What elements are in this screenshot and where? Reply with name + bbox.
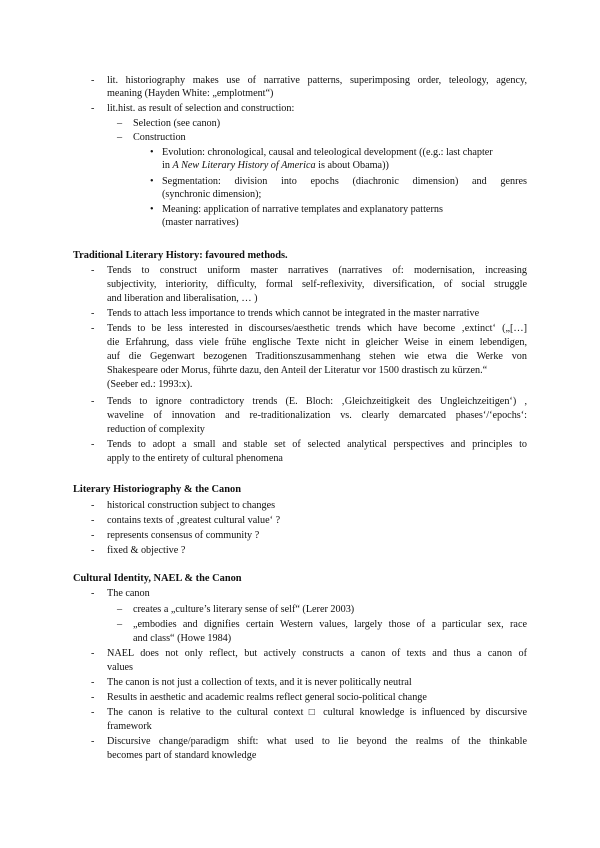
list-item-text: Discursive change/paradigm shift: what used to lie beyond the realms of the thinkable	[107, 736, 527, 747]
list-bullet-endash: –	[117, 132, 123, 143]
list-bullet-dash: -	[91, 707, 95, 718]
section-heading: Cultural Identity, NAEL & the Canon	[73, 573, 242, 584]
list-item-text: Tends to attach less importance to trends which cannot be integrated in the master narrative	[107, 308, 480, 319]
list-item-text: The canon	[107, 588, 150, 599]
list-item-text: creates a „culture’s literary sense of self“ (Lerer 2003)	[133, 604, 355, 615]
list-item-text: Meaning: application of narrative templates and explanatory patterns	[162, 204, 443, 215]
list-item-text: lit.hist. as result of selection and construction:	[107, 103, 295, 114]
list-item-text: and class“ (Howe 1984)	[133, 633, 232, 644]
list-bullet-dash: -	[91, 308, 95, 319]
list-bullet-dash: -	[91, 545, 95, 556]
section-heading: Traditional Literary History: favoured methods.	[73, 250, 288, 261]
list-bullet-dot: •	[150, 147, 154, 158]
text-run: in	[162, 160, 173, 171]
list-bullet-dot: •	[150, 204, 154, 215]
list-item-text: Results in aesthetic and academic realms reflect general socio-political change	[107, 692, 427, 703]
list-item-text: Tends to ignore contradictory trends (E. Bloch: ‚Gleichzeitigkeit des Ungleichzeitigen‘) ,	[107, 396, 527, 407]
list-item-text: Tends to be less interested in discourses/aesthetic trends which have become ‚extinct‘ („[…]	[107, 323, 527, 334]
list-item-text: Shakespeare oder Morus, führte dazu, den Anteil der Literatur vor 1500 drastisch zu kürzen.“	[107, 365, 488, 376]
list-item-text: Tends to adopt a small and stable set of selected analytical perspectives and principles to	[107, 439, 527, 450]
list-item-text: becomes part of standard knowledge	[107, 750, 257, 761]
list-bullet-dash: -	[91, 75, 95, 86]
list-item-text: represents consensus of community ?	[107, 530, 260, 541]
text-run: is about Obama))	[315, 160, 389, 171]
list-bullet-dash: -	[91, 439, 95, 450]
list-item-text: Construction	[133, 132, 186, 143]
list-item-text: meaning (Hayden White: „emplotment“)	[107, 88, 274, 99]
list-item-text: reduction of complexity	[107, 424, 205, 435]
list-bullet-endash: –	[117, 619, 123, 630]
list-item-text: Tends to construct uniform master narratives (narratives of: modernisation, increasing	[107, 265, 527, 276]
list-item-text: values	[107, 662, 134, 673]
list-bullet-dash: -	[91, 323, 95, 334]
list-bullet-endash: –	[117, 604, 123, 615]
list-item-text: Segmentation: division into epochs (diachronic dimension) and genres	[162, 176, 527, 187]
list-item-text	[162, 159, 389, 172]
list-item-text: die Erfahrung, dass viele frühe englische Texte nicht in gleicher Weise in einem lebendigen,	[107, 337, 527, 348]
list-item-text: waveline of innovation and re-traditionalization vs. clearly demarcated phases‘/‘epochs‘:	[107, 410, 527, 421]
list-item-text: fixed & objective ?	[107, 545, 186, 556]
list-bullet-dot: •	[150, 176, 154, 187]
list-item-text: The canon is relative to the cultural context □ cultural knowledge is influenced by discursive	[107, 707, 527, 718]
list-bullet-dash: -	[91, 692, 95, 703]
list-bullet-dash: -	[91, 736, 95, 747]
book-title: A New Literary History of America	[172, 160, 316, 171]
list-item-text: apply to the entirety of cultural phenomena	[107, 453, 283, 464]
list-bullet-endash: –	[117, 118, 123, 129]
list-item-text: lit. historiography makes use of narrative patterns, superimposing order, teleology, agency,	[107, 75, 527, 86]
list-item-text: subjectivity, interiority, difficulty, formal self-reflexivity, diversification, of social struggle	[107, 279, 527, 290]
list-item-text: (synchronic dimension);	[162, 189, 262, 200]
list-item-text: and liberation and liberalisation, … )	[107, 293, 258, 304]
list-bullet-dash: -	[91, 677, 95, 688]
list-item-text: historical construction subject to changes	[107, 500, 276, 511]
list-bullet-dash: -	[91, 588, 95, 599]
list-bullet-dash: -	[91, 500, 95, 511]
list-bullet-dash: -	[91, 396, 95, 407]
list-item-text: framework	[107, 721, 152, 732]
list-item-text: (master narratives)	[162, 217, 239, 228]
list-item-text: „embodies and dignifies certain Western values, largely those of a particular sex, race	[133, 619, 527, 630]
list-item-text: The canon is not just a collection of texts, and it is never politically neutral	[107, 677, 412, 688]
section-heading: Literary Historiography & the Canon	[73, 484, 241, 495]
list-bullet-dash: -	[91, 103, 95, 114]
list-bullet-dash: -	[91, 515, 95, 526]
list-item-text: auf die Gegenwart bezogenen Traditionszusammenhang stehen wie etwa die Werke von	[107, 351, 527, 362]
list-item-text: Evolution: chronological, causal and teleological development ((e.g.: last chapter	[162, 147, 493, 158]
list-item-text: Selection (see canon)	[133, 118, 221, 129]
list-bullet-dash: -	[91, 648, 95, 659]
list-bullet-dash: -	[91, 530, 95, 541]
list-item-text: NAEL does not only reflect, but actively constructs a canon of texts and thus a canon of	[107, 648, 527, 659]
list-item-text: contains texts of ‚greatest cultural value‘ ?	[107, 515, 281, 526]
list-bullet-dash: -	[91, 265, 95, 276]
list-item-text: (Seeber ed.: 1993:x).	[107, 379, 193, 390]
